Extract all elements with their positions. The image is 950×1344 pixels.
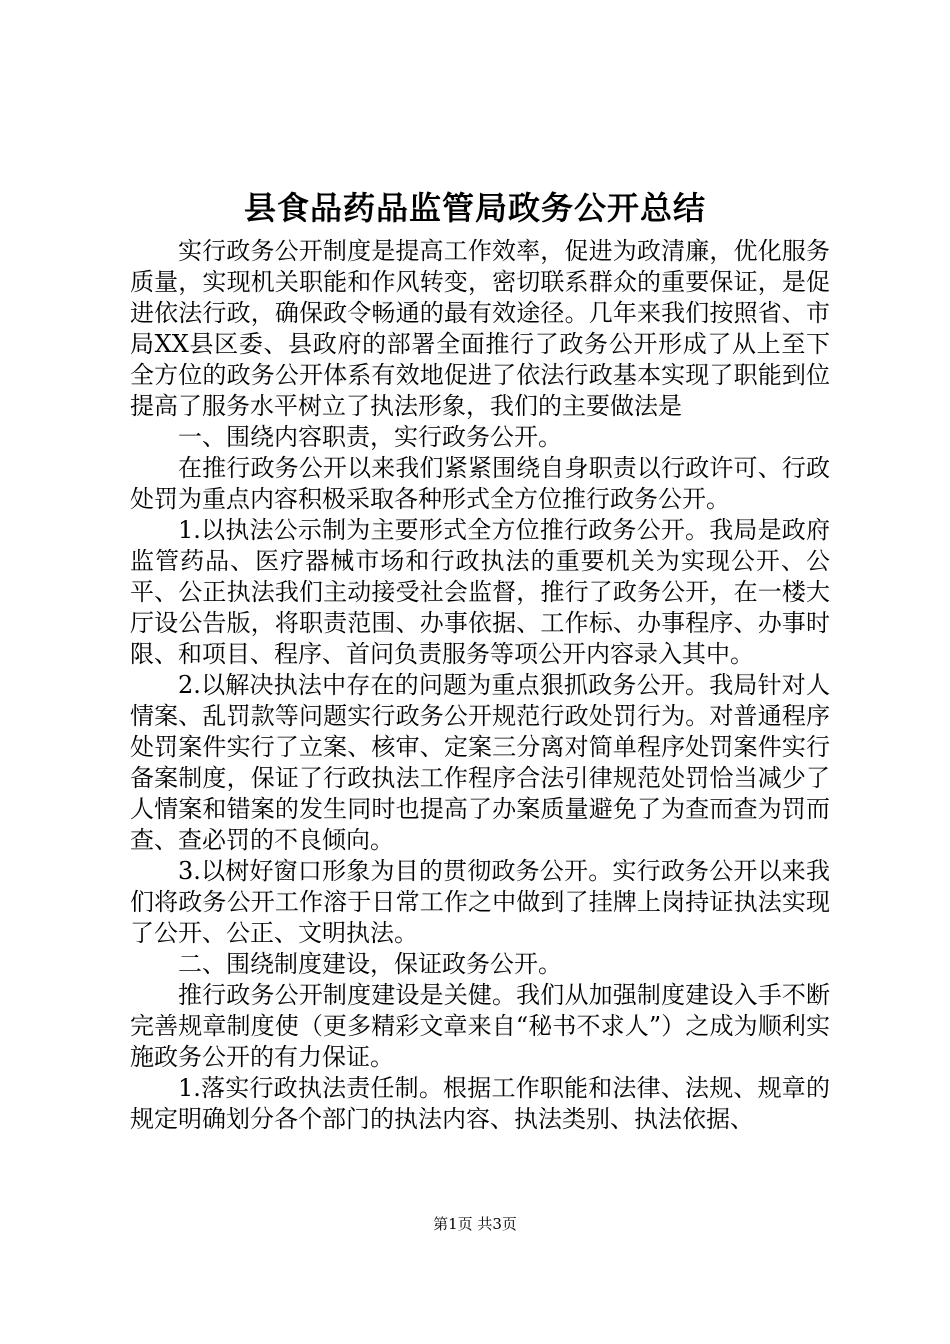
document-body — [130, 236, 830, 1135]
paragraph-section-2: 推行政务公开制度建设是关健。我们从加强制度建设入手不断完善规章制度使（更多精彩文章来自“秘书不求人”）之成为顺利实施政务公开的有力保证。 — [130, 981, 830, 1071]
paragraph-item-1-3: 3.以树好窗口形象为目的贯彻政务公开。实行政务公开以来我们将政务公开工作溶于日常工作之中做到了挂牌上岗持证执法实现了公开、公正、文明执法。 — [130, 857, 830, 947]
section-heading-2: 二、围绕制度建设，保证政务公开。 — [178, 950, 562, 978]
paragraph-item-1-2: 2.以解决执法中存在的问题为重点狠抓政务公开。我局针对人情案、乱罚款等问题实行政务公开规范行政处罚行为。对普通程序处罚案件实行了立案、核审、定案三分离对简单程序处罚案件实行备案制度，保证了行政执法工作程序合法引律规范处罚恰当减少了人情案和错案的发生同时也提高了办案质量避免了为查而查为罚而查、查必罚的不良倾向。 — [130, 671, 830, 854]
paragraph-section-1: 在推行政务公开以来我们紧紧围绕自身职责以行政许可、行政处罚为重点内容积极采取各种形式全方位推行政务公开。 — [130, 454, 830, 513]
paragraph-intro: 实行政务公开制度是提高工作效率，促进为政清廉，优化服务质量，实现机关职能和作风转变，密切联系群众的重要保证，是促进依法行政，确保政令畅通的最有效途径。几年来我们按照省、市局XX县区委、县政府的部署全面推行了政务公开形成了从上至下全方位的政务公开体系有效地促进了依法行政基本实现了职能到位提高了服务水平树立了执法形象，我们的主要做法是 — [130, 237, 830, 420]
section-heading-1: 一、围绕内容职责，实行政务公开。 — [178, 423, 562, 451]
paragraph-item-1-1: 1.以执法公示制为主要形式全方位推行政务公开。我局是政府监管药品、医疗器械市场和行政执法的重要机关为实现公开、公平、公正执法我们主动接受社会监督，推行了政务公开，在一楼大厅设公告版，将职责范围、办事依据、工作标、办事程序、办事时限、和项目、程序、首问负责服务等项公开内容录入其中。 — [130, 516, 830, 668]
page-footer: 第1页 共3页 — [433, 1215, 517, 1233]
paragraph-item-2-1: 1.落实行政执法责任制。根据工作职能和法律、法规、规章的规定明确划分各个部门的执法内容、执法类别、执法依据、 — [130, 1074, 830, 1133]
document-title: 县食品药品监管局政务公开总结 — [243, 189, 706, 227]
